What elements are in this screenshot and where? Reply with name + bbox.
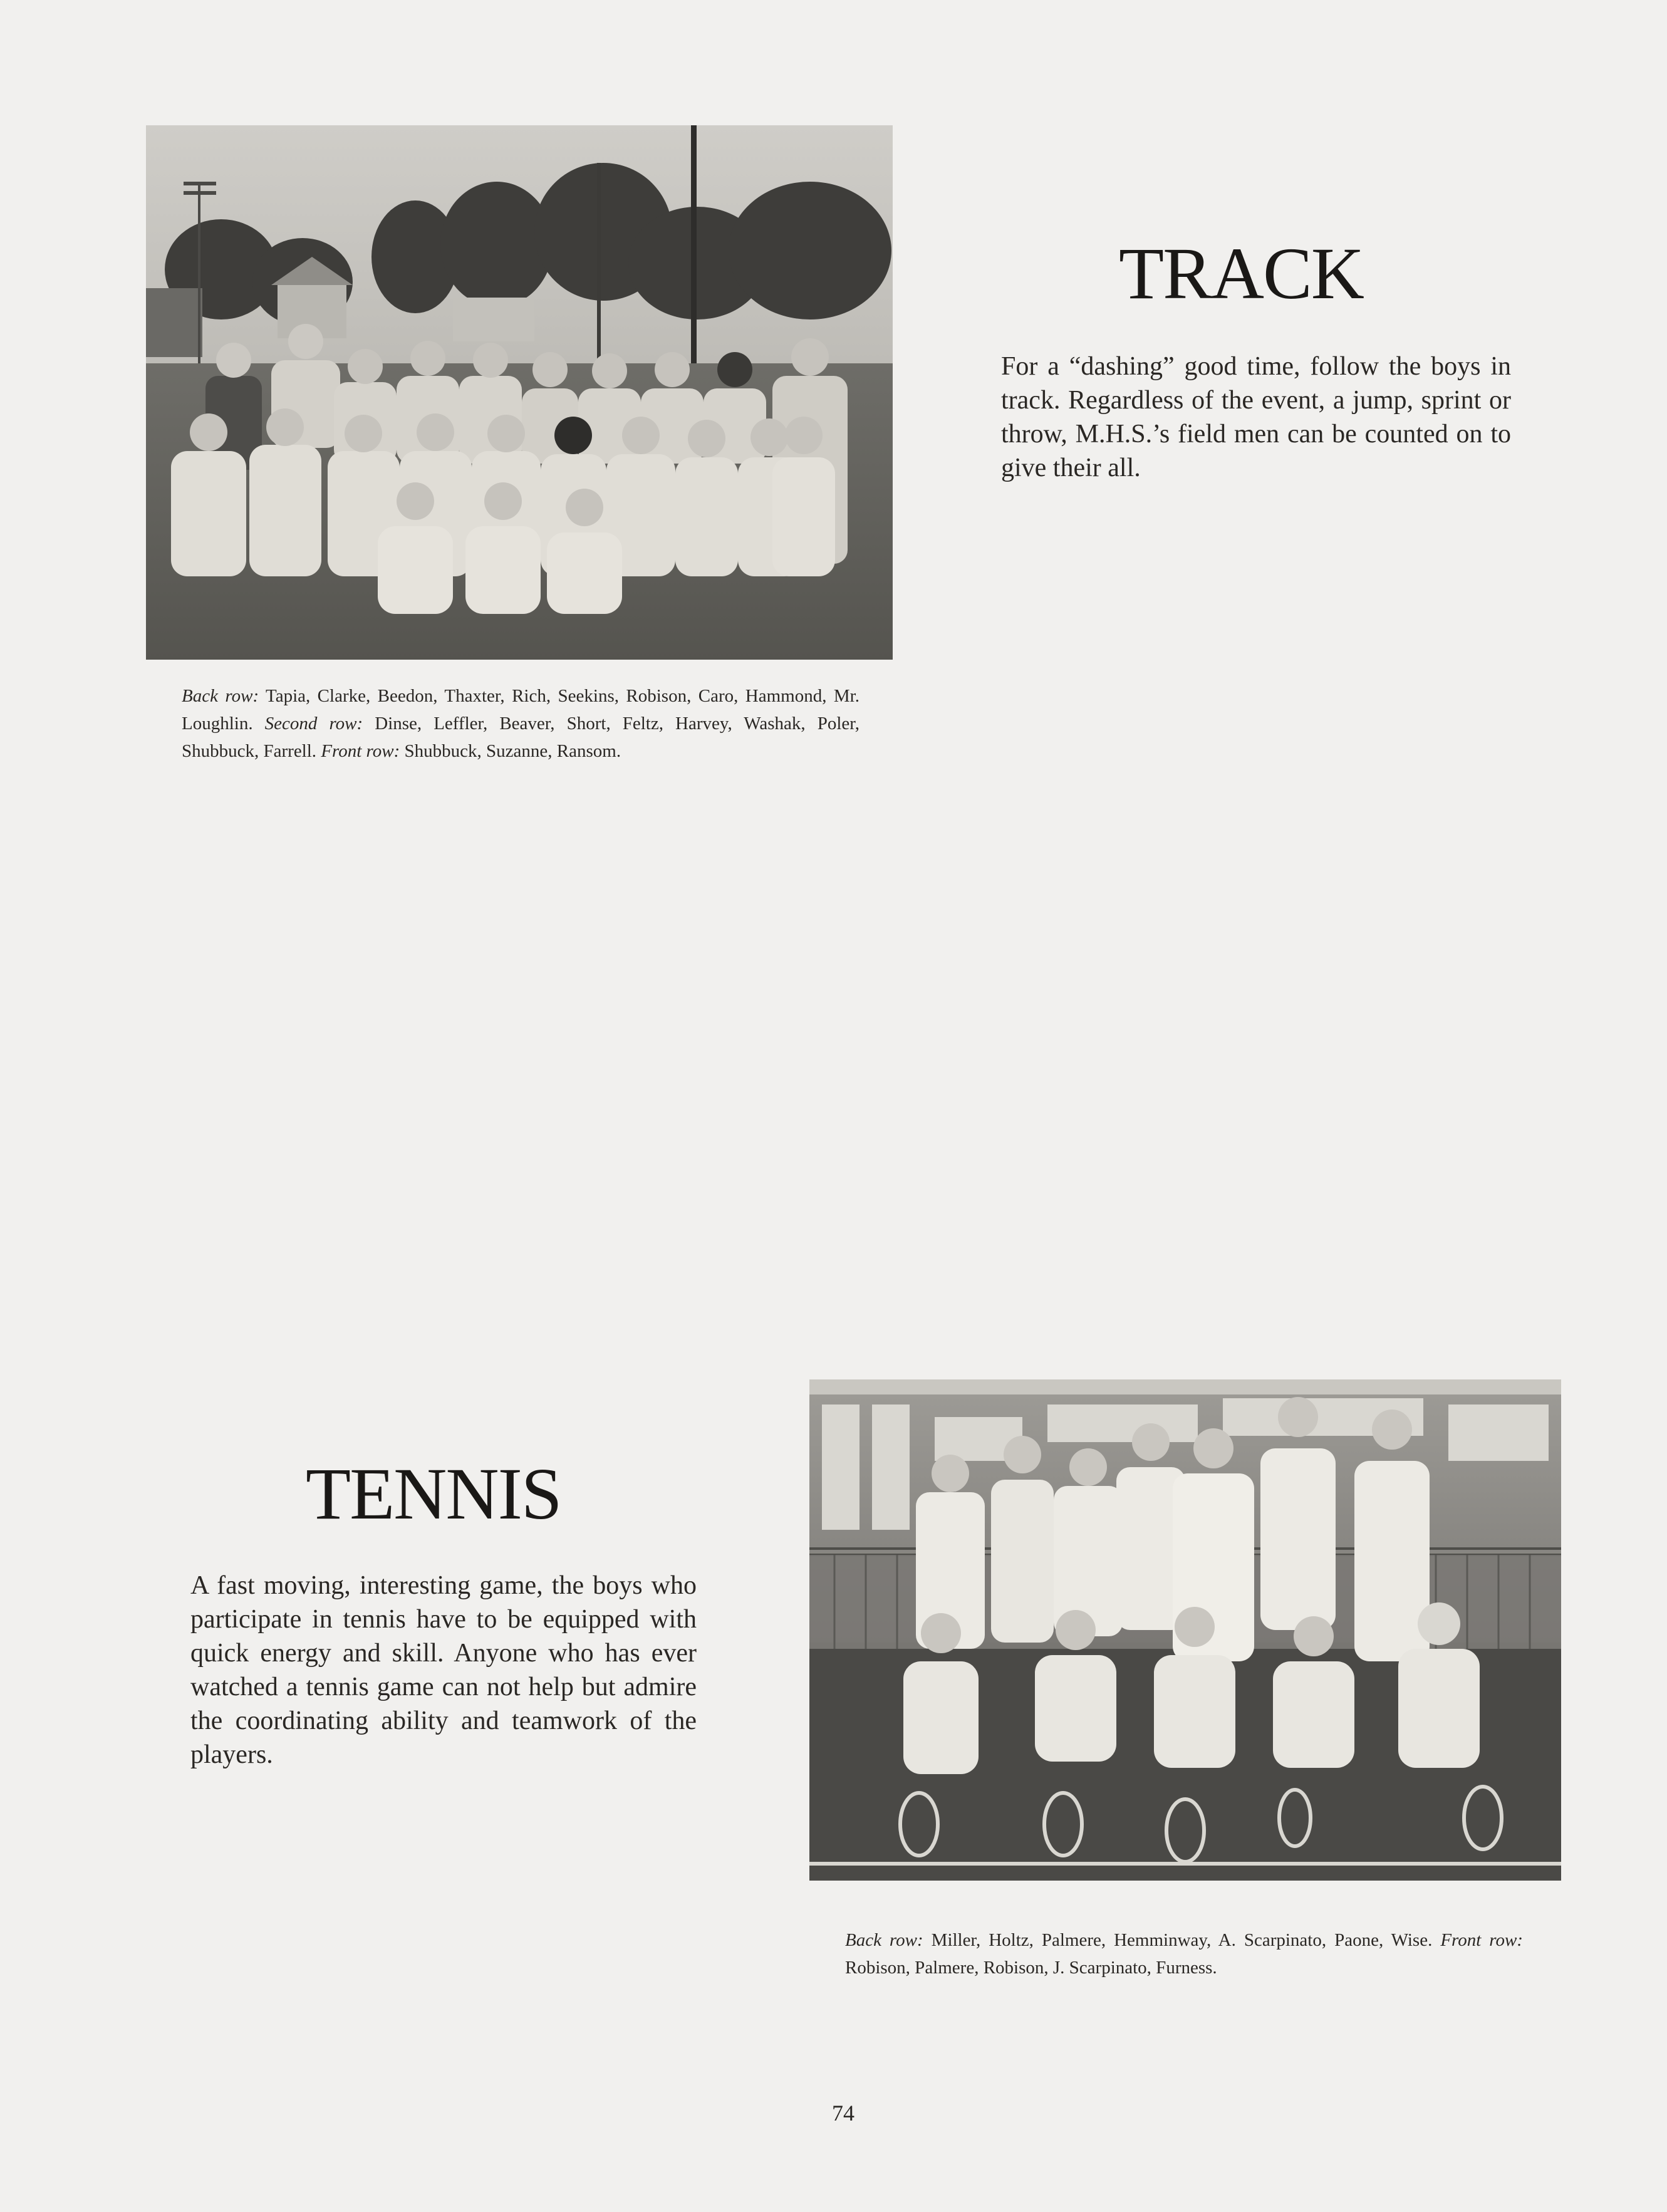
track-caption-front-label: Front row: [321, 741, 394, 761]
tennis-caption-front-label: Front row: [1440, 1930, 1517, 1950]
track-heading: TRACK: [1119, 232, 1363, 314]
track-caption-second-label: Second row: [264, 714, 357, 734]
tennis-description: A fast moving, interesting game, the boys who participate in tennis have to be equipped with quick energy and skill. Anyone who has ever watched a tennis game can not help but admire the coordinating ability and teamwork of the players.: [190, 1571, 697, 1769]
tennis-caption: Back row: Miller, Holtz, Palmere, Hemminway, A. Scarpinato, Paone, Wise. Front row: Robison, Palmere, Robison, J. Scarpinato, Furness.: [845, 1930, 1523, 1978]
tennis-caption-back-label: Back row: [845, 1930, 917, 1950]
track-team-photo: [146, 125, 893, 660]
track-caption-second-names: Dinse, Leffler, Beaver, Short, Feltz, Harvey, Washak, Poler, Shubbuck, Farrell.: [182, 714, 859, 761]
tennis-heading: TENNIS: [306, 1453, 561, 1535]
tennis-team-photo: [809, 1379, 1561, 1881]
track-description: For a “dashing” good time, follow the boys in track. Regardless of the event, a jump, sprint or throw, M.H.S.’s field men can be counted on to give their all.: [1001, 352, 1511, 482]
track-caption-back-label: Back row: [182, 686, 253, 706]
track-caption-back-names: Tapia, Clarke, Beedon, Thaxter, Rich, Seekins, Robison, Caro, Hammond, Mr. Loughlin.: [182, 686, 859, 734]
page-number: 74: [832, 2100, 854, 2126]
track-caption: Back row: Tapia, Clarke, Beedon, Thaxter, Rich, Seekins, Robison, Caro, Hammond, Mr. Loughlin. Second row: Dinse, Leffler, Beaver, Short, Feltz, Harvey, Washak, Poler, Shubbuck, Farrell. Front row: Shubbuck, Suzanne, Ransom.: [182, 686, 859, 761]
tennis-caption-back-names: Miller, Holtz, Palmere, Hemminway, A. Scarpinato, Paone, Wise.: [931, 1930, 1433, 1950]
track-caption-front-names: Shubbuck, Suzanne, Ransom.: [404, 741, 621, 761]
tennis-caption-front-names: Robison, Palmere, Robison, J. Scarpinato, Furness.: [845, 1958, 1217, 1978]
